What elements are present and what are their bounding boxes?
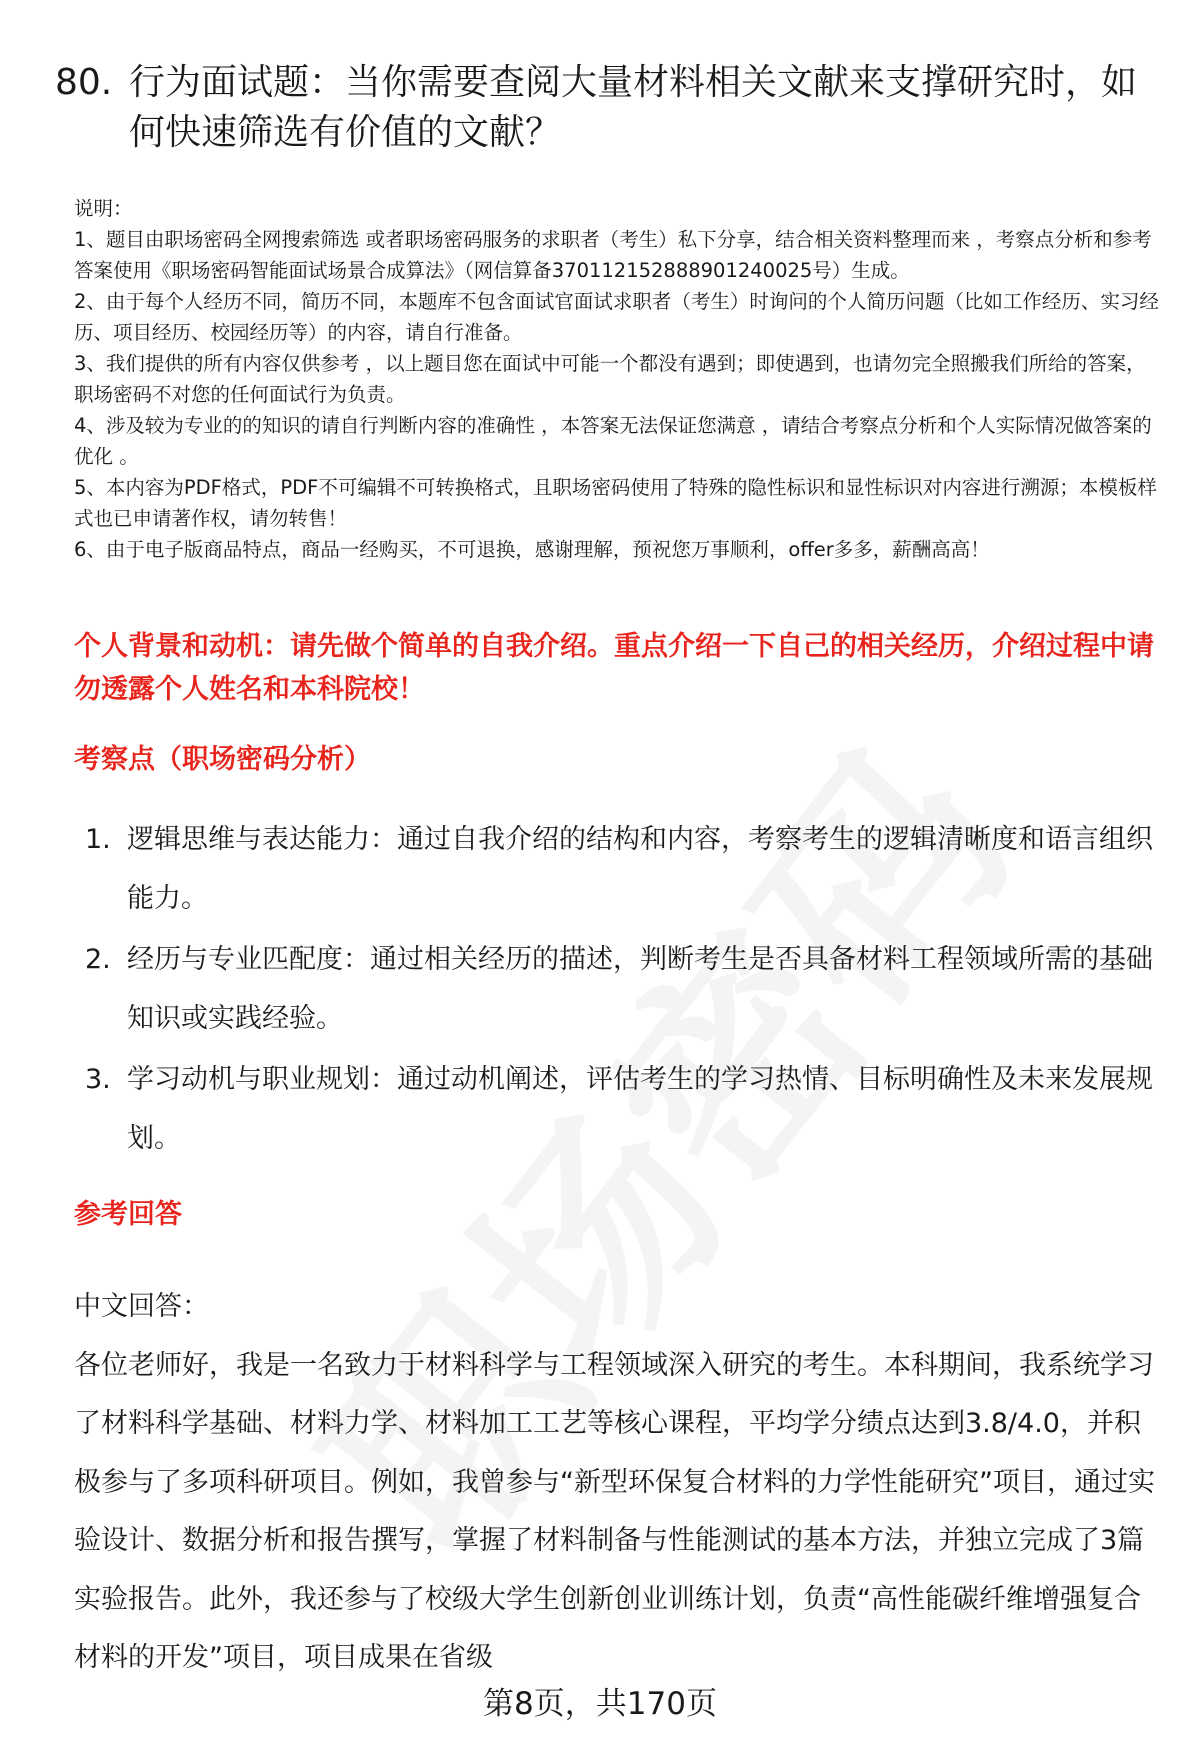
point-text: 逻辑思维与表达能力：通过自我介绍的结构和内容，考察考生的逻辑清晰度和语言组织能力。 xyxy=(127,824,1153,914)
question-title xyxy=(55,58,1165,158)
point-number: 2. xyxy=(85,944,111,975)
note-item: 4、涉及较为专业的的知识的请自行判断内容的准确性 ，本答案无法保证您满意 ，请结合考察点分析和个人实际情况做答案的优化 。 xyxy=(74,414,1152,468)
note-item: 5、本内容为PDF格式，PDF不可编辑不可转换格式，且职场密码使用了特殊的隐性标识和显性标识对内容进行溯源；本模板样式也已申请著作权，请勿转售！ xyxy=(74,476,1157,530)
note-item: 1、题目由职场密码全网搜索筛选 或者职场密码服务的求职者（考生）私下分享，结合相关资料整理而来 ，考察点分析和参考答案使用《职场密码智能面试场景合成算法》（网信算备370112152888901240025号）生成。 xyxy=(74,228,1152,282)
analysis-heading: 考察点（职场密码分析） xyxy=(74,744,371,775)
background-question: 个人背景和动机：请先做个简单的自我介绍。重点介绍一下自己的相关经历，介绍过程中请勿透露个人姓名和本科院校！ xyxy=(74,631,1154,705)
note-item: 2、由于每个人经历不同，简历不同，本题库不包含面试官面试求职者（考生）时询问的个人简历问题（比如工作经历、实习经历、项目经历、校园经历等）的内容，请自行准备。 xyxy=(74,290,1159,344)
question-number: 80. xyxy=(55,62,113,103)
question-text: 行为面试题：当你需要查阅大量材料相关文献来支撑研究时，如何快速筛选有价值的文献？ xyxy=(129,62,1138,153)
note-item: 3、我们提供的所有内容仅供参考 ，以上题目您在面试中可能一个都没有遇到；即使遇到，也请勿完全照搬我们所给的答案，职场密码不对您的任何面试行为负责。 xyxy=(74,352,1146,406)
point-number: 3. xyxy=(85,1064,111,1095)
answer-section xyxy=(74,1278,1166,1688)
analysis-point xyxy=(85,1050,1170,1168)
point-text: 学习动机与职业规划：通过动机阐述，评估考生的学习热情、目标明确性及未来发展规划。 xyxy=(127,1064,1153,1154)
notes-heading: 说明： xyxy=(74,197,133,220)
notes-section xyxy=(74,193,1164,565)
analysis-point xyxy=(85,930,1170,1048)
point-number: 1. xyxy=(85,824,111,855)
reference-heading: 参考回答 xyxy=(74,1199,182,1230)
page-footer: 第8页，共170页 xyxy=(483,1686,717,1722)
answer-label: 中文回答： xyxy=(74,1291,209,1322)
point-text: 经历与专业匹配度：通过相关经历的描述，判断考生是否具备材料工程领域所需的基础知识或实践经验。 xyxy=(127,944,1153,1034)
note-item: 6、由于电子版商品特点，商品一经购买，不可退换，感谢理解，预祝您万事顺利，offer多多，薪酬高高！ xyxy=(74,538,990,561)
analysis-point xyxy=(85,810,1170,928)
analysis-points xyxy=(85,810,1170,1170)
answer-body: 各位老师好，我是一名致力于材料科学与工程领域深入研究的考生。本科期间，我系统学习了材料科学基础、材料力学、材料加工工艺等核心课程，平均学分绩点达到3.8/4.0，并积极参与了多项科研项目。例如，我曾参与“新型环保复合材料的力学性能研究”项目，通过实验设计、数据分析和报告撰写，掌握了材料制备与性能测试的基本方法，并独立完成了3篇实验报告。此外，我还参与了校级大学生创新创业训练计划，负责“高性能碳纤维增强复合材料的开发”项目，项目成果在省级 xyxy=(74,1349,1155,1673)
